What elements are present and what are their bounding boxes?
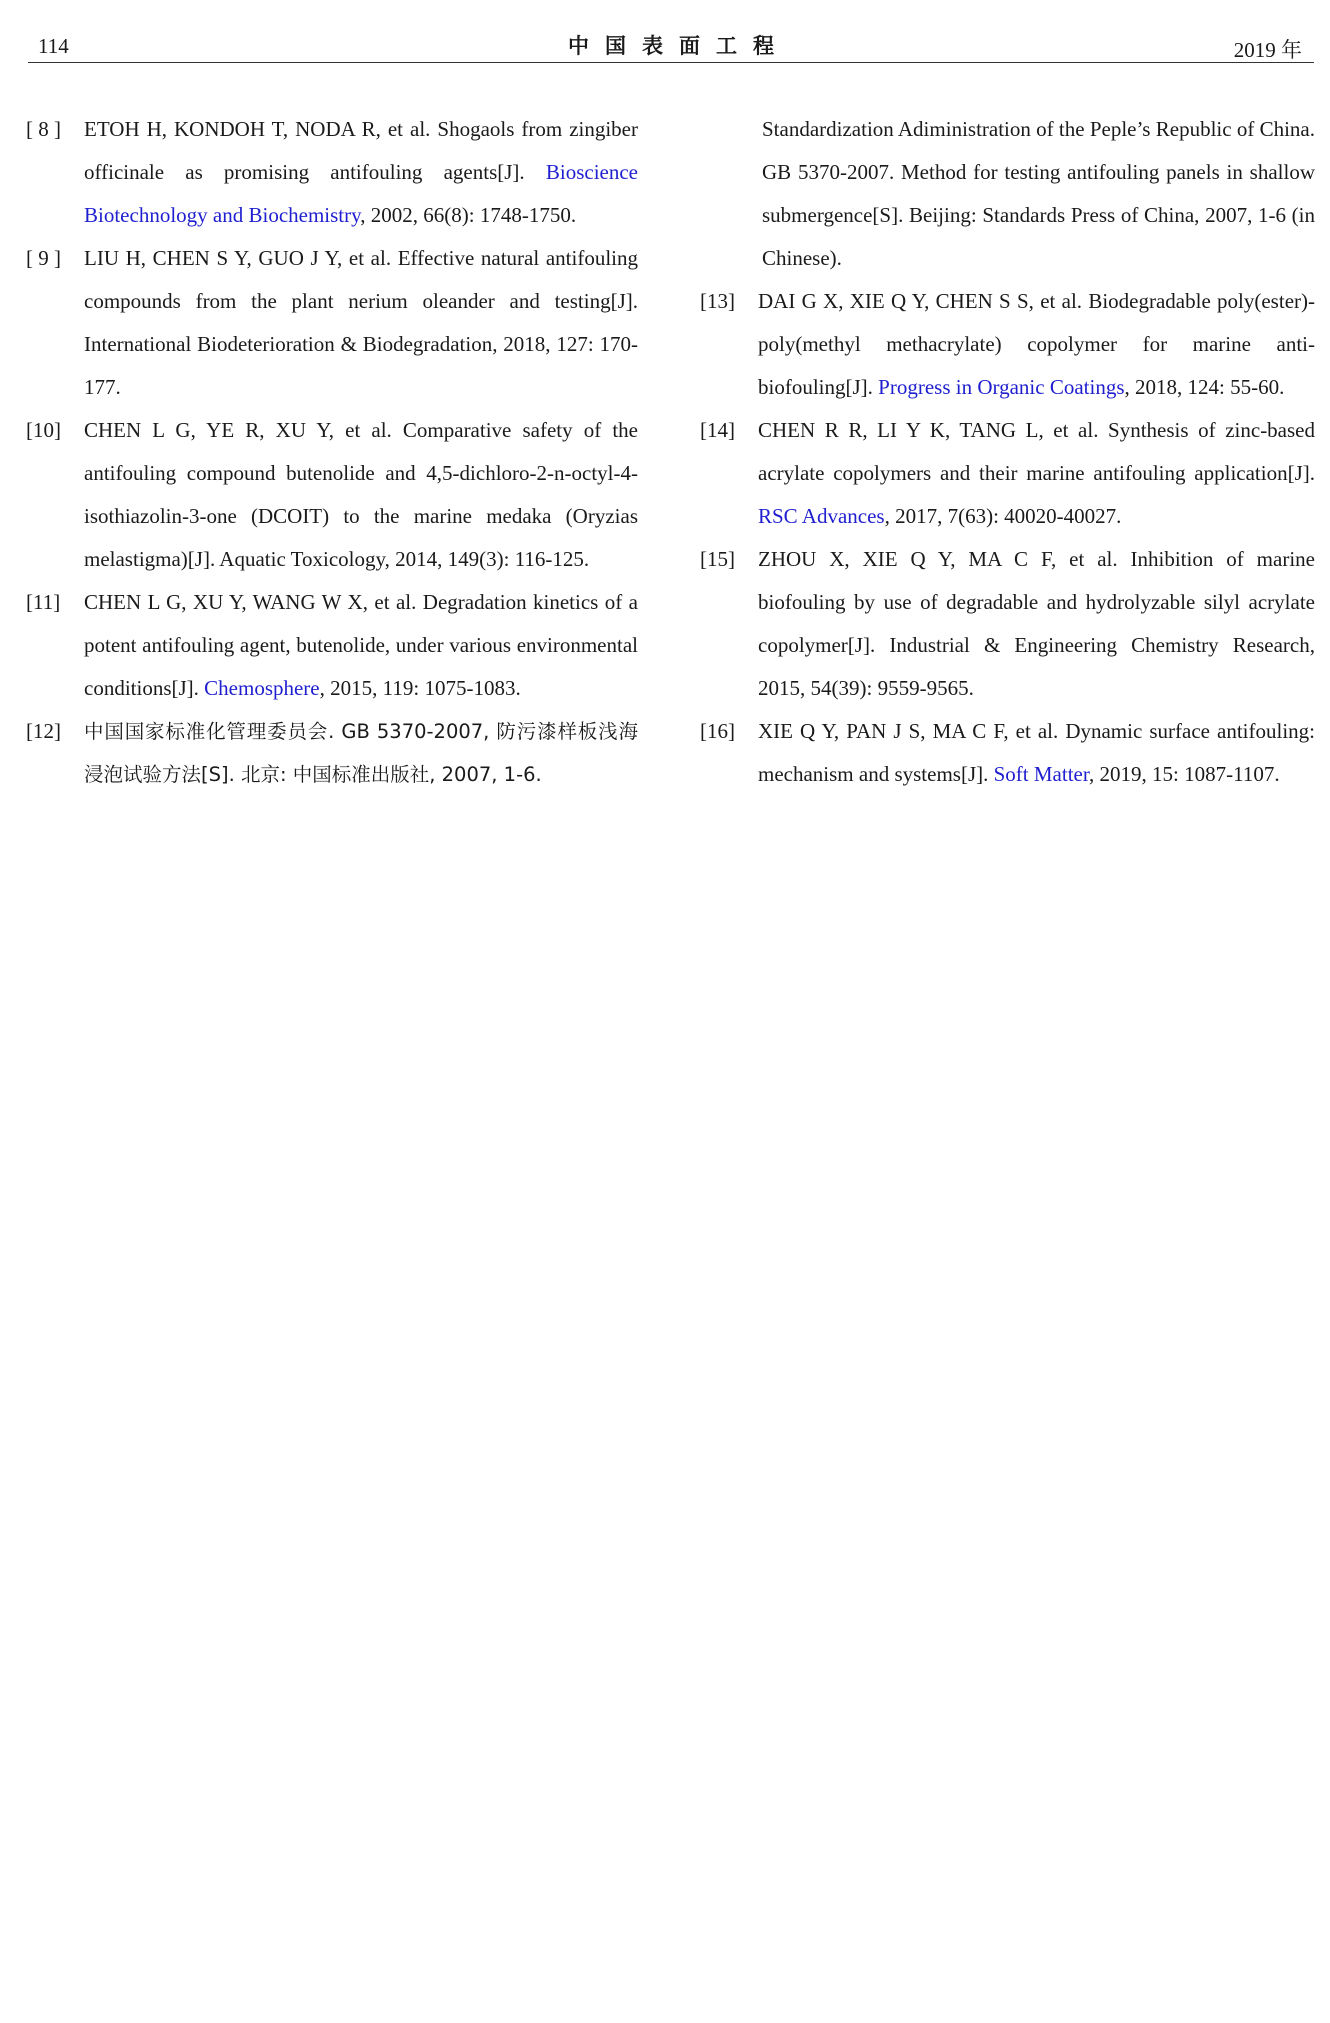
reference-text-tail: , 2002, 66(8): 1748-1750. xyxy=(360,203,577,227)
journal-link[interactable]: Bioscience Biotechnology and Biochemistry xyxy=(84,160,638,227)
reference-number: [13] xyxy=(700,289,735,313)
reference-number: [12] xyxy=(26,719,61,743)
publication-year: 2019 年 xyxy=(1233,38,1302,62)
reference-number: [ 9 ] xyxy=(26,246,61,270)
reference-item xyxy=(700,280,1315,409)
reference-text: CHEN L G, XU Y, WANG W X, et al. Degradation kinetics of a potent antifouling agent, butenolide, under various environmental conditions[J]. xyxy=(84,590,638,700)
reference-item xyxy=(700,710,1315,796)
reference-text: LIU H, CHEN S Y, GUO J Y, et al. Effective natural antifouling compounds from the plant nerium oleander and testing[J]. International Biodeterioration & Biodegradation, 2018, 127: 170-177. xyxy=(84,246,638,399)
reference-item xyxy=(26,710,638,796)
journal-link[interactable]: Soft Matter xyxy=(993,762,1090,786)
reference-text: XIE Q Y, PAN J S, MA C F, et al. Dynamic surface antifouling: mechanism and systems[J]. xyxy=(758,719,1315,786)
reference-text: Standardization Adiministration of the Peple’s Republic of China. GB 5370-2007. Method for testing antifouling panels in shallow submergence[S]. Beijing: Standards Press of China, 2007, 1-6 (in Chinese). xyxy=(762,117,1315,270)
journal-link[interactable]: RSC Advances xyxy=(758,504,885,528)
reference-text: ETOH H, KONDOH T, NODA R, et al. Shogaols from zingiber officinale as promising antifouling agents[J]. xyxy=(84,117,638,184)
reference-number: [15] xyxy=(700,547,735,571)
reference-number: [14] xyxy=(700,418,735,442)
reference-text: DAI G X, XIE Q Y, CHEN S S, et al. Biodegradable poly(ester)-poly(methyl methacrylate) copolymer for marine anti-biofouling[J]. xyxy=(758,289,1315,399)
reference-text: ZHOU X, XIE Q Y, MA C F, et al. Inhibition of marine biofouling by use of degradable and hydrolyzable silyl acrylate copolymer[J]. Industrial & Engineering Chemistry Research, 2015, 54(39): 9559-9565. xyxy=(758,547,1315,700)
reference-number: [ 8 ] xyxy=(26,117,61,141)
journal-title: 中国表面工程 xyxy=(568,34,790,58)
reference-continuation xyxy=(700,108,1315,280)
reference-text-tail: , 2017, 7(63): 40020-40027. xyxy=(884,504,1122,528)
reference-number: [16] xyxy=(700,719,735,743)
journal-link[interactable]: Chemosphere xyxy=(204,676,320,700)
reference-text: 中国国家标准化管理委员会. GB 5370-2007, 防污漆样板浅海浸泡试验方法[S]. 北京: 中国标准出版社, 2007, 1-6. xyxy=(84,720,638,786)
reference-item xyxy=(26,409,638,581)
reference-item xyxy=(700,409,1315,538)
reference-text-tail: , 2018, 124: 55-60. xyxy=(1124,375,1285,399)
reference-number: [11] xyxy=(26,590,61,614)
references-left-column xyxy=(26,108,638,796)
reference-item xyxy=(26,108,638,237)
reference-text: CHEN R R, LI Y K, TANG L, et al. Synthesis of zinc-based acrylate copolymers and their marine antifouling application[J]. xyxy=(758,418,1315,485)
references-right-column xyxy=(700,108,1315,796)
page-header xyxy=(28,26,1314,63)
reference-text-tail: , 2019, 15: 1087-1107. xyxy=(1089,762,1280,786)
reference-number: [10] xyxy=(26,418,61,442)
reference-text: CHEN L G, YE R, XU Y, et al. Comparative safety of the antifouling compound butenolide and 4,5-dichloro-2-n-octyl-4-isothiazolin-3-one (DCOIT) to the marine medaka (Oryzias melastigma)[J]. Aquatic Toxicology, 2014, 149(3): 116-125. xyxy=(84,418,638,571)
reference-text-tail: , 2015, 119: 1075-1083. xyxy=(319,676,521,700)
reference-item xyxy=(26,237,638,409)
reference-item xyxy=(26,581,638,710)
page-number: 114 xyxy=(38,34,69,58)
journal-link[interactable]: Progress in Organic Coatings xyxy=(878,375,1125,399)
reference-item xyxy=(700,538,1315,710)
